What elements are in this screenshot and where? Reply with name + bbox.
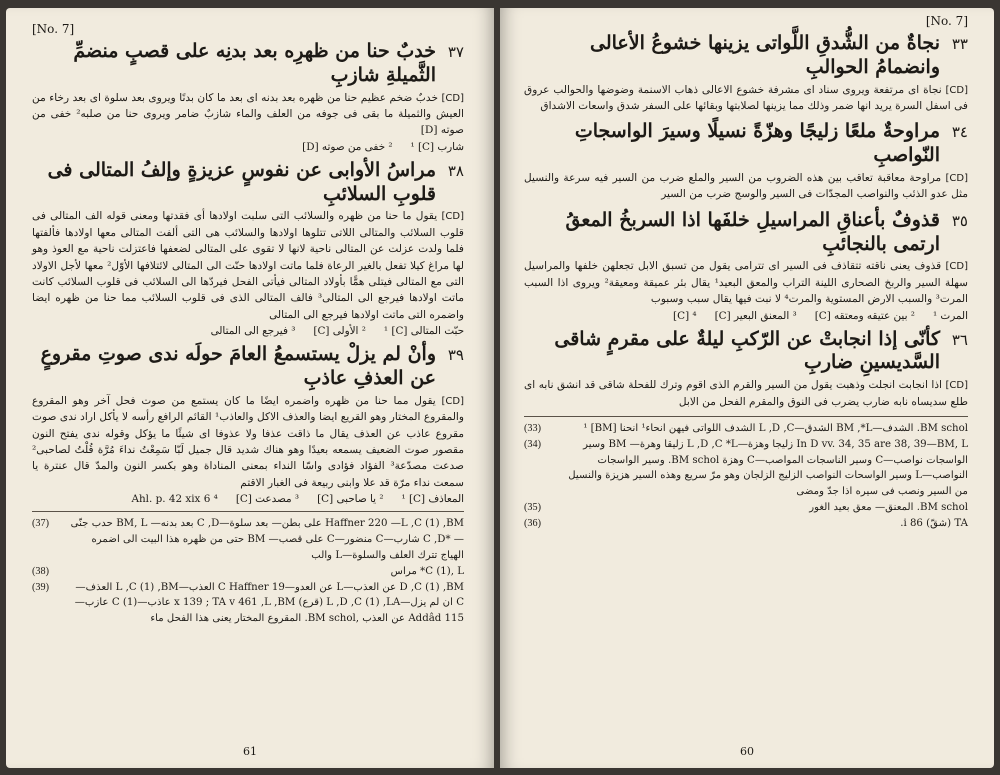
verse-block	[524, 328, 968, 410]
footnote: المعاذف [C] ¹	[401, 493, 464, 506]
apparatus-number: (37)	[32, 518, 49, 530]
footnote: حبّت المتالى [C] ¹	[383, 325, 464, 338]
verse-block	[32, 159, 464, 337]
apparatus-number: (33)	[524, 423, 541, 435]
apparatus-text: In D vv. 34, 35 are 38, 39—BM, L زليجا وهزة—L ,D ,C *L زليقا وهرة— BM وسير الواسجات نواصب—C وسير الناسجات المواصب—C وهزة BM schol. وسير الواسجات النواصب—L وسير الواسحات النواصب الزليج الزلجان وهو مرّ سريع وهذه السير هزيزة والنسيل من السير ونصب فى سيره اذا جدّ ومضى	[568, 438, 968, 498]
footnote: ⁴ [C]	[673, 309, 697, 322]
verse-line	[524, 32, 968, 80]
verse-block	[32, 343, 464, 505]
apparatus-number: (34)	[524, 438, 541, 450]
verse-line	[32, 159, 464, 207]
manuscript-siglum: [CD]	[945, 261, 968, 273]
verse-text: خدبٌ حنا من ظهرِه بعد بدنِه على قصبٍ منضمِّ الثَّميلةِ شازبِ	[73, 40, 436, 86]
left-page	[6, 8, 494, 768]
commentary	[32, 90, 464, 139]
apparatus-number: (35)	[524, 502, 541, 514]
verse-line	[524, 328, 968, 376]
verse-block	[524, 120, 968, 202]
commentary-text: يقول مما حنا من ظهره واضمره ايضًا ما كان يستمع من صوت فحل آخر وهو المقروع والمقروع المختار وهو القريع ايضا والعذف الاكل والعاذب¹ القائم الرافع رأسه لا يأكل اراد ندى صوت مقروع عاذب عن العذف يقال ما ذاقت عذفا ولا عذوفا اى شيئًا ما يؤكل وقوله ندى يفتح النون مقصور صوت الضعيف يسمعه بعيدًا وهو هناك شديد قال جميل لَبّا سَمِعْتُ نداءَ مُرَّة قُلْتُ لصاحبى² صدعت مصدّعة³ الفؤاد فؤادى واسّا النداء بمعنى المناداة وهو بكسر النون والمدّ قال عنترة يا سمعت نداء مرّة قد علا وابنى ربيعة فى الغبار الاقتم	[32, 394, 464, 489]
verse-number: ٣٦	[951, 330, 968, 349]
verse-number: ٣٤	[951, 123, 968, 142]
page-section-label: [No. 7]	[32, 22, 75, 36]
commentary	[524, 170, 968, 203]
apparatus-entry	[32, 580, 464, 627]
verse-text: قذوفٌ بأعناقِ المراسيلِ خلفَها اذا السربخُ المعقُ ارتمى بالنجائبِ	[565, 208, 940, 255]
page-number: 60	[740, 745, 754, 758]
page-number: 61	[243, 745, 257, 758]
apparatus-entry	[32, 564, 464, 580]
footnote: ² خفى من صوته [D]	[302, 140, 393, 153]
verse-text: وأنْ لم يزلْ يستسمعُ العامَ حولَه ندى صوتِ مقروعٍ عن العذفِ عاذبِ	[40, 343, 436, 389]
verse-block	[32, 40, 464, 153]
apparatus-entry	[524, 516, 968, 532]
apparatus-text: TA (شقّ) i 86.	[900, 517, 968, 529]
apparatus-entry	[524, 421, 968, 437]
critical-apparatus	[32, 511, 464, 627]
critical-apparatus	[524, 416, 968, 532]
apparatus-number: (39)	[32, 581, 49, 593]
verse-line	[524, 209, 968, 257]
footnote: ² الأولى [C]	[313, 325, 366, 338]
apparatus-entry	[524, 437, 968, 500]
right-page	[500, 8, 994, 768]
apparatus-text: D ,C (1) ,BM عن العذب—L عن العدو—C Haffner 19 العذب—L ,C (1) ,BM العذف—C ان لم يزل—L ,D ,C (1) ,LA (قرع) x 139 ; TA v 461 ,L ,BM عاذب—C (1) عازب—Addâd 115 عن العذب ,BM schol. المقروع المختار يعنى هذا الفحل ماء	[74, 581, 464, 625]
footnote: ³ فيرجع الى المتالى	[210, 325, 296, 338]
commentary-text: قذوف يعنى ناقته تتقاذف فى السير اى تترامى يقول من تسبق الابل تجعلهن خلفها والمراسيل سهلة السير والربخ الصحارى اللينة التراب والمعق البعيد¹ يقال بئر عميقة ومعيقة² ويروى اذا السبب المرت³ والسبب الارض المستوية والمرت⁴ لا نبت فيها يقال سبب وسبوب	[524, 260, 968, 306]
verse-number: ٣٧	[447, 43, 464, 61]
manuscript-siglum: [CD]	[945, 172, 968, 184]
manuscript-siglum: [CD]	[945, 84, 968, 96]
manuscript-siglum: [CD]	[441, 395, 465, 407]
commentary	[524, 82, 968, 115]
verse-line	[32, 343, 464, 391]
footnote: المرت ¹	[932, 309, 968, 322]
verse-line	[32, 40, 464, 88]
verse-text: نجاةٌ من الشُّدقِ اللَّواتى يزينها خشوعُ الأعالى وانضمامُ الحوالبِ	[590, 32, 940, 78]
commentary-text: نجاة اى مرتفعة ويروى سناد اى مشرفة خشوع الاعالى ذهاب الاسنمة وضوضها والحوالب عروق فى اسفل السرة يريد انها ضمر وذلك مما يزينها لصلابتها وبقائها على السفر شدق واسعات الاشداق	[524, 83, 968, 112]
page-section-label: [No. 7]	[925, 14, 968, 28]
footnote-row	[524, 310, 968, 322]
footnote: ² يا صاحبى [C]	[317, 493, 384, 506]
commentary-text: اذا انجابت انجلت وذهبت يقول من السير والقرم الذى اقوم وترك للفحلة شاقى قد انشق نابه اى طلع سديساه نابه ضارب يضرب فى النوق والمقرم الفحل من الابل	[524, 379, 968, 408]
verse-number: ٣٨	[447, 161, 464, 180]
manuscript-siglum: [CD]	[441, 211, 465, 223]
footnote-row	[32, 141, 464, 153]
verse-number: ٣٣	[951, 35, 968, 53]
verse-block	[524, 32, 968, 114]
apparatus-text: C (1), L* مراس	[390, 565, 464, 577]
commentary	[524, 258, 968, 307]
apparatus-text: BM schol. المعنق— معق بعيد الغور	[809, 502, 968, 514]
verse-block	[524, 209, 968, 322]
verse-text: كأنّى إذا انجابتْ عن الرّكبِ ليلةٌ على مقرمٍ شاقى السَّديسينِ ضاربِ	[554, 327, 940, 374]
apparatus-number: (36)	[524, 517, 541, 529]
commentary	[524, 377, 968, 410]
apparatus-text: BM schol. الشدف—BM ,*L الشدق—L ,D ,C الشدف اللواتى فيهن انحاء¹ انحنا [BM] ¹	[583, 423, 968, 435]
manuscript-siglum: [CD]	[441, 92, 464, 104]
verse-number: ٣٩	[447, 346, 464, 365]
apparatus-entry	[32, 516, 464, 563]
apparatus-entry	[524, 500, 968, 516]
commentary-text: يقول ما حنا من ظهره والسلائب التى سلبت اولادها أى فقدتها ومعنى قوله الف المتالى فى قلوب السلائب والمتالى اللاتى تتلوها اولادها والسلائب هى التى ألفت المتالى معها اولادها فألفتها فلما ولدت عزلت عن المتالى ناحية لانها لا تقوى على المتالى لضعفها فاعتزلت ناحية مع العوذ وهو لها مراغ كيلا تفعل بالغير الرعاة فلما ماتت اولادها حنّت الى المتالى لائتلافها الأوّل² معها لأجل الاولاد التى مع المتالى فيتلى همًّا بأولاد المتالى فيأتى الفحل فيردّها الى السلائب فى قلوب السلائب كانت ماتت اولادها فيرجع الى المتالى³ فالف المتالى الذى فى قلوب السلائب مما حنا من ظهره ايضا واضمره التى ماتت اولادها فيرجع الى المتالى	[32, 210, 464, 321]
footnote-row	[32, 493, 464, 505]
manuscript-siglum: [CD]	[945, 380, 968, 392]
commentary-text: خدبٌ ضخم عظيم حنا من ظهره بعد بدنه اى بعد ما كان بدنًا ويروى بعد سلوة اى بعد رخاء من العيش والثميلة ما بقى فى جوفه من العلف والماء شازبٌ ضامر ويروى حنا من صلبه² خفى من صوته [D]	[32, 91, 464, 137]
commentary-text: مراوحة معاقبة تعاقب بين هذه الضروب من السير والملع ضرب من السير فيه سرعة والنسيل مثل عدو الذئب والنواصب المجدّات فى السير والوسج ضرب من السير	[524, 171, 968, 201]
footnote-row	[32, 325, 464, 337]
footnote: ⁴ Ahl. p. 42 xix 6	[131, 493, 218, 506]
footnote: ³ مصدعت [C]	[235, 493, 300, 506]
verse-text: مراسُ الأوابى عن نفوسٍ عزيزةٍ وإلفُ المتالى فى قلوبِ السلائبِ	[47, 158, 436, 205]
apparatus-text: Haffner 220 —L ,C (1) ,BM على بطن— بعد سلوة—C ,D بعد بدنه— BM, L حدب جنّى— *C ,D شارب—C منضور—C على قصب— BM حتى من ظهره هذا البيت الى اضمره الهياج تترك العلف والسلوة—L والب	[70, 518, 464, 561]
footnote: شارب [C] ¹	[410, 140, 464, 153]
verse-line	[524, 120, 968, 168]
footnote: ² بين عتيقه ومعتقه [C]	[814, 309, 915, 322]
commentary	[32, 393, 464, 492]
apparatus-number: (38)	[32, 565, 49, 577]
commentary	[32, 208, 464, 323]
footnote: ³ المعنق البعير [C]	[714, 309, 797, 322]
verse-number: ٣٥	[951, 211, 968, 230]
verse-text: مراوحةٌ ملعًا زليجًا وهزّةً نسيلًا وسيرَ الواسجاتِ النّواصبِ	[574, 120, 940, 167]
